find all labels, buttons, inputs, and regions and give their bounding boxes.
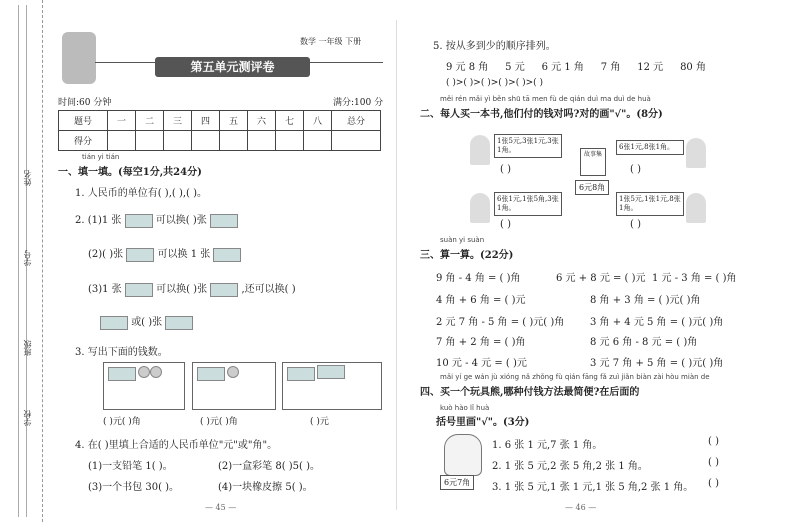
question-2-1: 2. (1)1 张 可以换( )张 <box>75 211 238 228</box>
score-table-header: 题号 一 二 三 四 五 六 七 八 总分 <box>59 111 381 131</box>
calc-item[interactable]: 8 元 6 角 - 8 元 = ( )角 <box>590 337 698 348</box>
child-figure <box>470 193 490 223</box>
class-label: 班级 <box>23 340 32 356</box>
question-4-1: (1)一支铅笔 1( )。 <box>88 461 173 472</box>
section1-title: 一、填一填。(每空1分,共24分) <box>58 167 202 178</box>
check-paren-3[interactable]: ( ) <box>500 219 511 230</box>
answer-blank-3[interactable]: ( )元 <box>310 417 329 427</box>
section2-pinyin: měi rén mǎi yì běn shū tā men fù de qián duì ma duì de huà <box>440 95 651 103</box>
binding-line <box>18 5 19 517</box>
question-3: 3. 写出下面的钱数。 <box>75 347 168 358</box>
score-table <box>58 110 381 151</box>
payment-box-3: 6张1元,1张5角,3张1角。 <box>494 192 562 216</box>
calc-item[interactable]: 3 元 7 角 + 5 角 = ( )元( )角 <box>590 358 724 369</box>
option-1: 1. 6 张 1 元,7 张 1 角。 <box>492 440 603 451</box>
calc-item[interactable]: 2 元 7 角 - 5 角 = ( )元( )角 <box>436 317 565 328</box>
option-1-paren[interactable]: ( ) <box>708 436 719 447</box>
banknote-icon <box>213 248 241 262</box>
section1-pinyin: tián yi tián <box>82 153 120 161</box>
wizard-illustration <box>62 32 96 84</box>
calc-item[interactable]: 3 角 + 4 元 5 角 = ( )元( )角 <box>590 317 724 328</box>
banknote-icon <box>125 214 153 228</box>
answer-blank-2[interactable]: ( )元( )角 <box>200 417 238 427</box>
banknote-icon <box>100 316 128 330</box>
section3-title: 三、算一算。(22分) <box>420 250 514 261</box>
full-score-label: 满分:100 分 <box>333 98 384 108</box>
question-5: 5. 按从多到少的顺序排列。 <box>433 41 556 52</box>
question-1: 1. 人民币的单位有( ),( ),( )。 <box>75 188 208 199</box>
question-4-2: (2)一盒彩笔 8( )5( )。 <box>218 461 321 472</box>
page-divider <box>396 20 397 510</box>
page-number-right: — 46 — <box>565 503 597 512</box>
option-3: 3. 1 张 5 元,1 张 1 元,1 张 5 角,2 张 1 角。 <box>492 482 694 493</box>
check-paren-2[interactable]: ( ) <box>630 164 641 175</box>
bear-price: 6元7角 <box>440 475 474 490</box>
subject-tag: 数学 一年级 下册 <box>300 37 362 46</box>
calc-item[interactable]: 4 角 + 6 角 = ( )元 <box>436 295 526 306</box>
calc-item[interactable]: 6 元 + 8 元 = ( )元 <box>556 273 646 284</box>
check-paren-4[interactable]: ( ) <box>630 219 641 230</box>
section4-title: 四、买一个玩具熊,哪种付钱方法最简便?在后面的 <box>420 387 640 398</box>
child-figure <box>470 135 490 165</box>
question-4-4: (4)一块橡皮擦 5( )。 <box>218 482 313 493</box>
question-5-blanks[interactable]: ( )>( )>( )>( )>( )>( ) <box>446 78 544 88</box>
question-4-3: (3)一个书包 30( )。 <box>88 482 180 493</box>
option-3-paren[interactable]: ( ) <box>708 478 719 489</box>
answer-blank-1[interactable]: ( )元( )角 <box>103 417 141 427</box>
question-5-items: 9 元 8 角 5 元 6 元 1 角 7 角 12 元 80 角 <box>446 62 706 73</box>
calc-item[interactable]: 1 元 - 3 角 = ( )角 <box>652 273 737 284</box>
option-2: 2. 1 张 5 元,2 张 5 角,2 张 1 角。 <box>492 461 648 472</box>
payment-box-2: 6张1元,8张1角。 <box>616 140 684 155</box>
money-picture-1 <box>103 362 185 410</box>
book-price: 6元8角 <box>575 180 609 195</box>
question-2-3-cont: 或( )张 <box>100 313 193 330</box>
option-2-paren[interactable]: ( ) <box>708 457 719 468</box>
calc-item[interactable]: 7 角 + 2 角 = ( )角 <box>436 337 526 348</box>
banknote-icon <box>165 316 193 330</box>
calc-item[interactable]: 9 角 - 4 角 = ( )角 <box>436 273 521 284</box>
section4-pinyin: mǎi yí ge wán jù xióng nǎ zhǒng fù qián fāng fǎ zuì jiǎn biàn zài hòu miàn de <box>440 373 710 381</box>
page-title: 第五单元测评卷 <box>155 57 310 77</box>
page-number-left: — 45 — <box>205 503 237 512</box>
time-label: 时间:60 分钟 <box>58 98 112 108</box>
section3-pinyin: suàn yi suàn <box>440 236 485 244</box>
student-id-label: 学号 <box>23 250 32 266</box>
payment-box-1: 1张5元,3张1元,3张1角。 <box>494 134 562 158</box>
binding-margin <box>0 0 43 522</box>
calc-item[interactable]: 10 元 - 4 元 = ( )元 <box>436 358 527 369</box>
section2-title: 二、每人买一本书,他们付的钱对吗?对的画"√"。(8分) <box>420 109 663 120</box>
teddy-bear-icon <box>444 434 482 476</box>
money-picture-2 <box>192 362 276 410</box>
school-label: 学校 <box>23 410 32 426</box>
section4-title-2: 括号里画"√"。(3分) <box>436 417 530 428</box>
book-icon: 故事集 <box>580 148 606 176</box>
name-label: 姓名 <box>23 170 32 186</box>
banknote-icon <box>210 283 238 297</box>
banknote-icon <box>125 283 153 297</box>
money-picture-3 <box>282 362 382 410</box>
question-4: 4. 在( )里填上合适的人民币单位"元"或"角"。 <box>75 440 278 451</box>
check-paren-1[interactable]: ( ) <box>500 164 511 175</box>
banknote-icon <box>210 214 238 228</box>
payment-box-4: 1张5元,1张1元,8张1角。 <box>616 192 684 216</box>
calc-item[interactable]: 8 角 + 3 角 = ( )元( )角 <box>590 295 701 306</box>
banknote-icon <box>126 248 154 262</box>
question-2-2: (2)( )张 可以换 1 张 <box>88 245 241 262</box>
section4-pinyin-2: kuò hào lǐ huà <box>440 404 490 412</box>
score-table-row: 得分 <box>59 131 381 151</box>
child-figure <box>686 138 706 168</box>
child-figure <box>686 193 706 223</box>
question-2-3: (3)1 张 可以换( )张 ,还可以换( ) <box>88 284 296 295</box>
